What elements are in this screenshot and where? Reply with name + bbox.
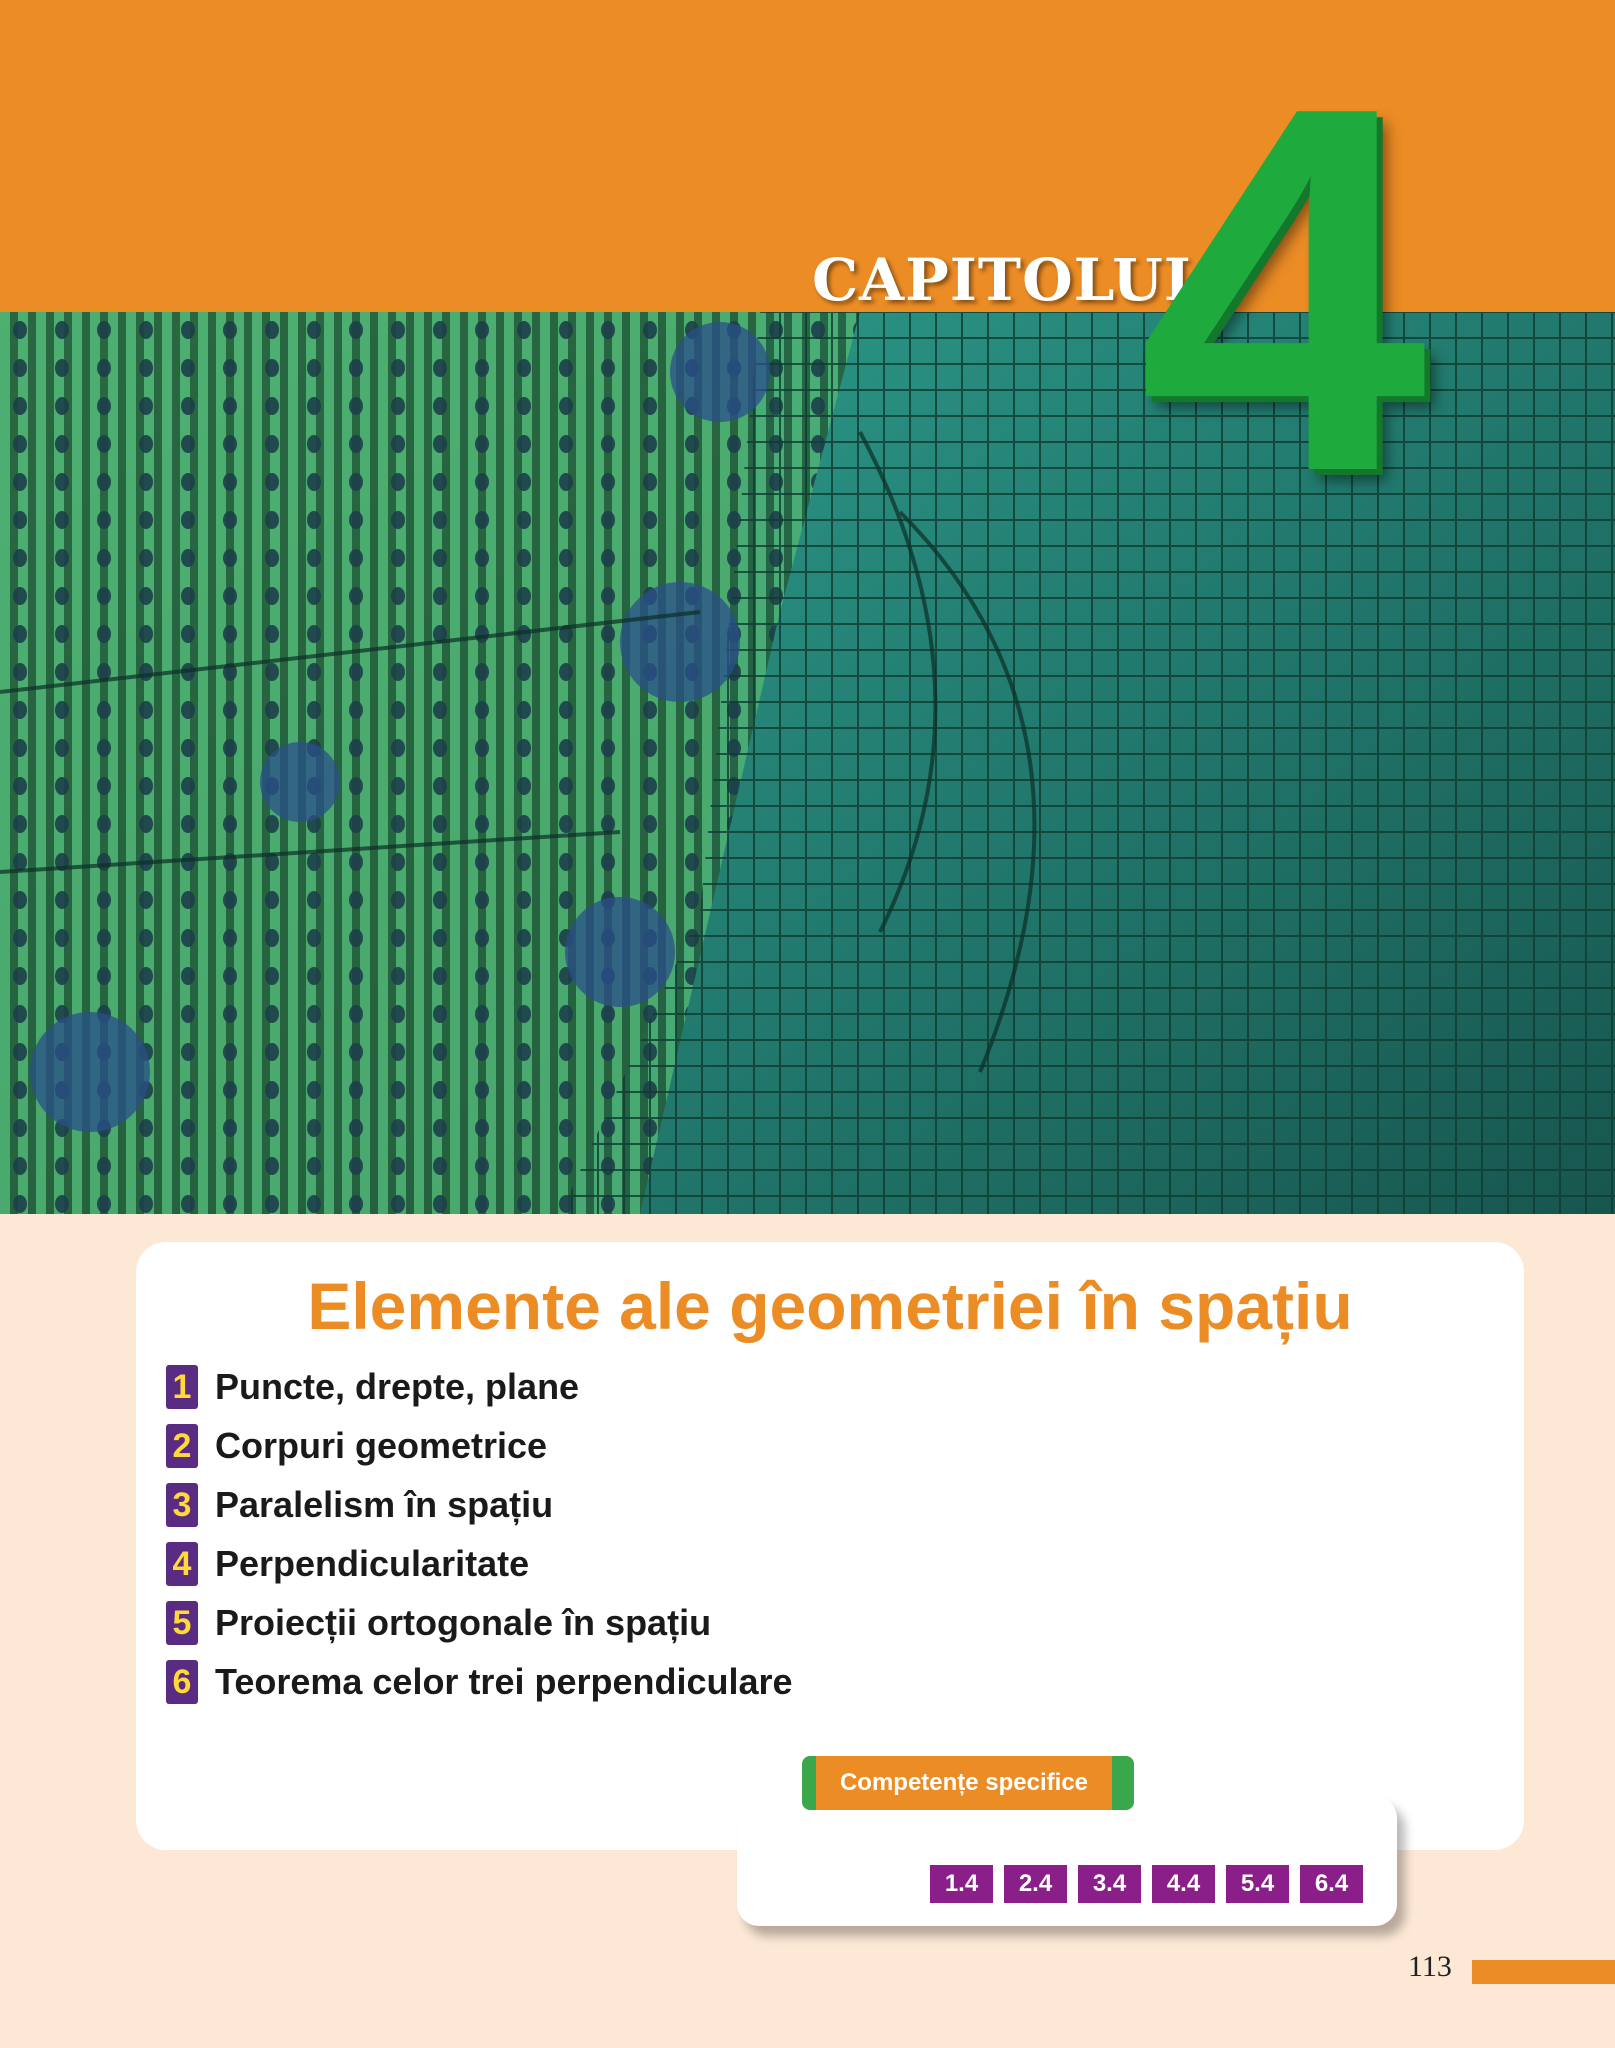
- competence-code: 5.4: [1226, 1865, 1289, 1903]
- lesson-number-badge: 1: [166, 1365, 198, 1409]
- chapter-number: 4: [1138, 0, 1428, 580]
- competences-heading: Competențe specifice: [802, 1756, 1134, 1810]
- lesson-label: Corpuri geometrice: [215, 1425, 548, 1466]
- lesson-item[interactable]: [166, 1483, 793, 1542]
- lesson-item[interactable]: [166, 1365, 793, 1424]
- competence-code: 2.4: [1004, 1865, 1067, 1903]
- lesson-number-badge: 5: [166, 1601, 198, 1645]
- lesson-number-badge: 2: [166, 1424, 198, 1468]
- lesson-label: Perpendicularitate: [215, 1543, 530, 1584]
- competence-code: 1.4: [930, 1865, 993, 1903]
- page-number: 113: [1408, 1950, 1452, 1983]
- competence-codes: [930, 1865, 1374, 1903]
- chapter-label: CAPITOLUL: [812, 246, 1206, 314]
- page-number-bar: [1472, 1960, 1615, 1984]
- lesson-list: [166, 1365, 793, 1719]
- lesson-item[interactable]: [166, 1660, 793, 1719]
- lesson-label: Puncte, drepte, plane: [215, 1366, 580, 1407]
- competence-code: 4.4: [1152, 1865, 1215, 1903]
- lesson-item[interactable]: [166, 1424, 793, 1483]
- lesson-number-badge: 4: [166, 1542, 198, 1586]
- lesson-item[interactable]: [166, 1601, 793, 1660]
- lesson-item[interactable]: [166, 1542, 793, 1601]
- lesson-number-badge: 3: [166, 1483, 198, 1527]
- lesson-label: Paralelism în spațiu: [215, 1484, 554, 1525]
- competence-code: 6.4: [1300, 1865, 1363, 1903]
- competences-box: [737, 1796, 1397, 1926]
- chapter-title: Elemente ale geometriei în spațiu: [307, 1269, 1353, 1343]
- lesson-number-badge: 6: [166, 1660, 198, 1704]
- lesson-label: Teorema celor trei perpendiculare: [215, 1661, 793, 1702]
- competence-code: 3.4: [1078, 1865, 1141, 1903]
- lesson-label: Proiecții ortogonale în spațiu: [215, 1602, 712, 1643]
